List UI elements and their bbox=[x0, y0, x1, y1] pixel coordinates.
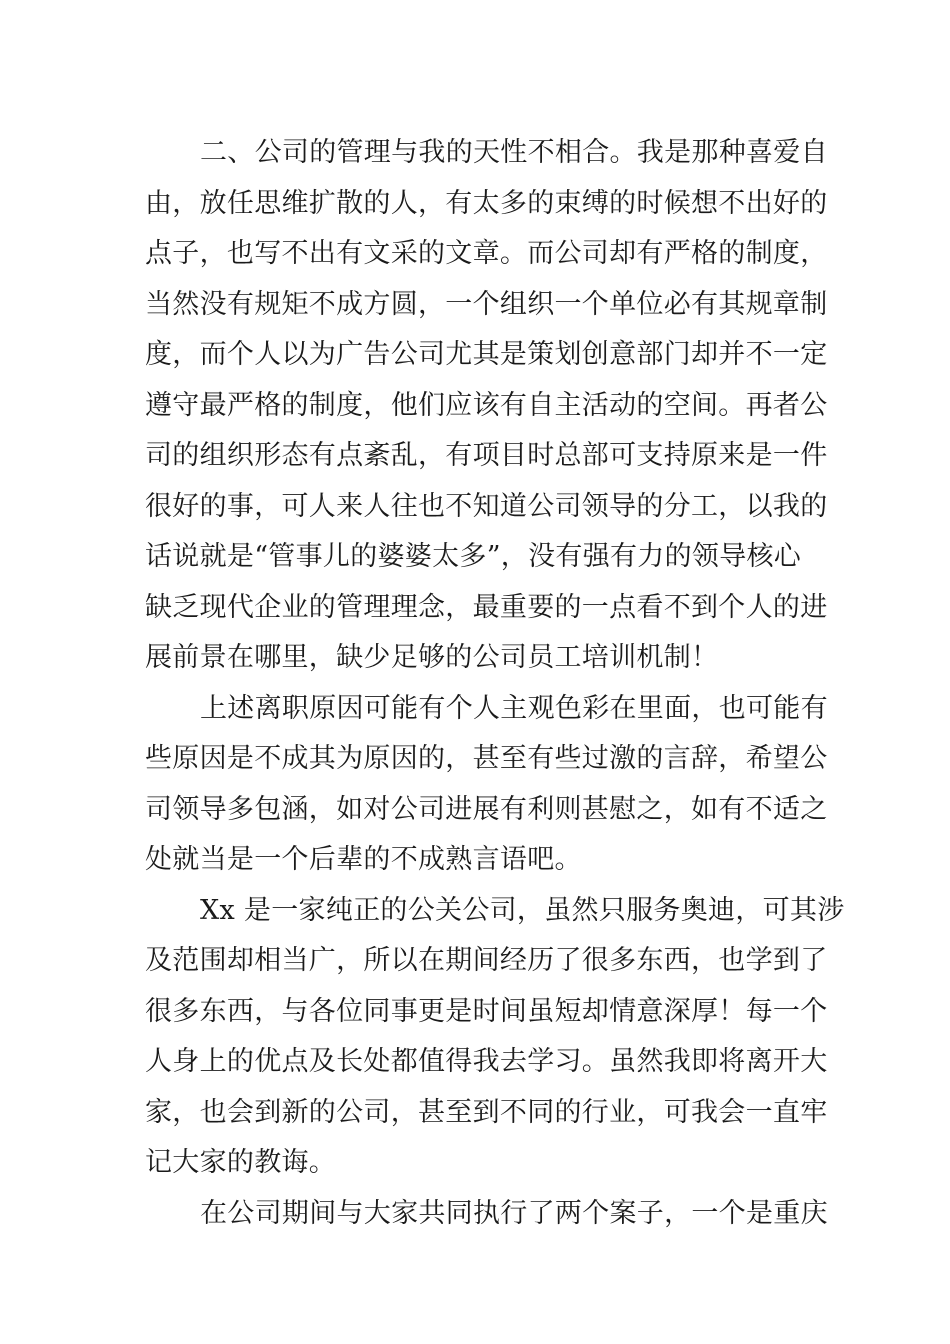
paragraph-line: 司的组织形态有点紊乱，有项目时总部可支持原来是一件 bbox=[145, 440, 828, 471]
paragraph-line: 由，放任思维扩散的人，有太多的束缚的时候想不出好的 bbox=[145, 187, 828, 219]
paragraph-line: 司领导多包涵，如对公司进展有利则甚慰之，如有不适之 bbox=[145, 793, 828, 825]
paragraph-line: 度，而个人以为广告公司尤其是策划创意部门却并不一定 bbox=[145, 339, 828, 370]
paragraph-line: 在公司期间与大家共同执行了两个案子，一个是重庆 bbox=[200, 1197, 828, 1229]
paragraph-line: 上述离职原因可能有个人主观色彩在里面，也可能有 bbox=[200, 692, 828, 724]
paragraph-line: 很多东西，与各位同事更是时间虽短却情意深厚！每一个 bbox=[145, 995, 828, 1027]
document-body bbox=[145, 128, 845, 1239]
paragraph-line: 遵守最严格的制度，他们应该有自主活动的空间。再者公 bbox=[145, 389, 828, 421]
paragraph-line: 很好的事，可人来人往也不知道公司领导的分工，以我的 bbox=[145, 490, 828, 522]
paragraph-line: Xx 是一家纯正的公关公司，虽然只服务奥迪，可其涉 bbox=[200, 894, 845, 926]
paragraph-line: 展前景在哪里，缺少足够的公司员工培训机制！ bbox=[145, 642, 719, 673]
paragraph-line: 及范围却相当广，所以在期间经历了很多东西，也学到了 bbox=[145, 945, 828, 976]
paragraph-line: 些原因是不成其为原因的，甚至有些过激的言辞，希望公 bbox=[145, 743, 828, 774]
paragraph-line: 缺乏现代企业的管理理念，最重要的一点看不到个人的进 bbox=[145, 591, 828, 623]
paragraph-line: 话说就是“管事儿的婆婆太多”，没有强有力的领导核心 bbox=[145, 541, 802, 572]
paragraph-line: 当然没有规矩不成方圆，一个组织一个单位必有其规章制 bbox=[145, 288, 828, 320]
paragraph-line: 二、公司的管理与我的天性不相合。我是那种喜爱自 bbox=[200, 137, 828, 168]
paragraph-line: 人身上的优点及长处都值得我去学习。虽然我即将离开大 bbox=[145, 1046, 828, 1077]
paragraph-line: 点子，也写不出有文采的文章。而公司却有严格的制度， bbox=[145, 238, 828, 269]
paragraph-line: 家，也会到新的公司，甚至到不同的行业，可我会一直牢 bbox=[145, 1096, 828, 1128]
paragraph-line: 处就当是一个后辈的不成熟言语吧。 bbox=[145, 844, 582, 875]
paragraph-line: 记大家的教诲。 bbox=[145, 1147, 337, 1178]
